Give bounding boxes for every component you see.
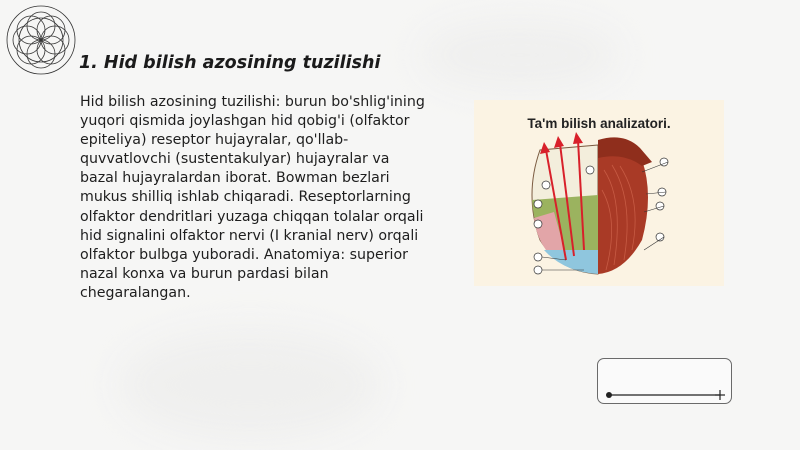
label-marker [534,266,542,274]
circle-lattice-logo-icon [5,4,77,76]
label-marker [586,166,594,174]
label-marker [656,202,664,210]
background-texture [420,20,620,90]
tongue-illustration [474,100,724,286]
figure-caption: Ta'm bilish analizatori. [527,116,671,131]
tongue-diagram-figure [474,100,724,286]
zone-blue [544,250,598,274]
timeline-slider-icon[interactable] [598,359,733,405]
background-texture [120,330,380,440]
label-marker [534,253,542,261]
label-marker [534,220,542,228]
body-paragraph: Hid bilish azosining tuzilishi: burun bo'shlig'ining yuqori qismida joylashgan hid qobig'i (olfaktor epiteliya) reseptor hujayralar, qo'llab-quvvatlovchi (sustentakulyar) hujayralar va bazal hujayralardan iborat. Bowman bezlari mukus shilliq ishlab chiqaradi. Reseptorlarning olfaktor dendritlari yuzaga chiqqan tolalar orqali hid signalini olfaktor nervi (I kranial nerv) orqali olfaktor bulbga yuboradi. Anatomiya: superior nazal konxa va burun pardasi bilan chegaralangan. [80,94,425,301]
label-marker [534,200,542,208]
slide-title: 1. Hid bilish azosining tuzilishi [79,53,381,73]
label-marker [542,181,550,189]
timeline-widget[interactable] [597,358,732,404]
